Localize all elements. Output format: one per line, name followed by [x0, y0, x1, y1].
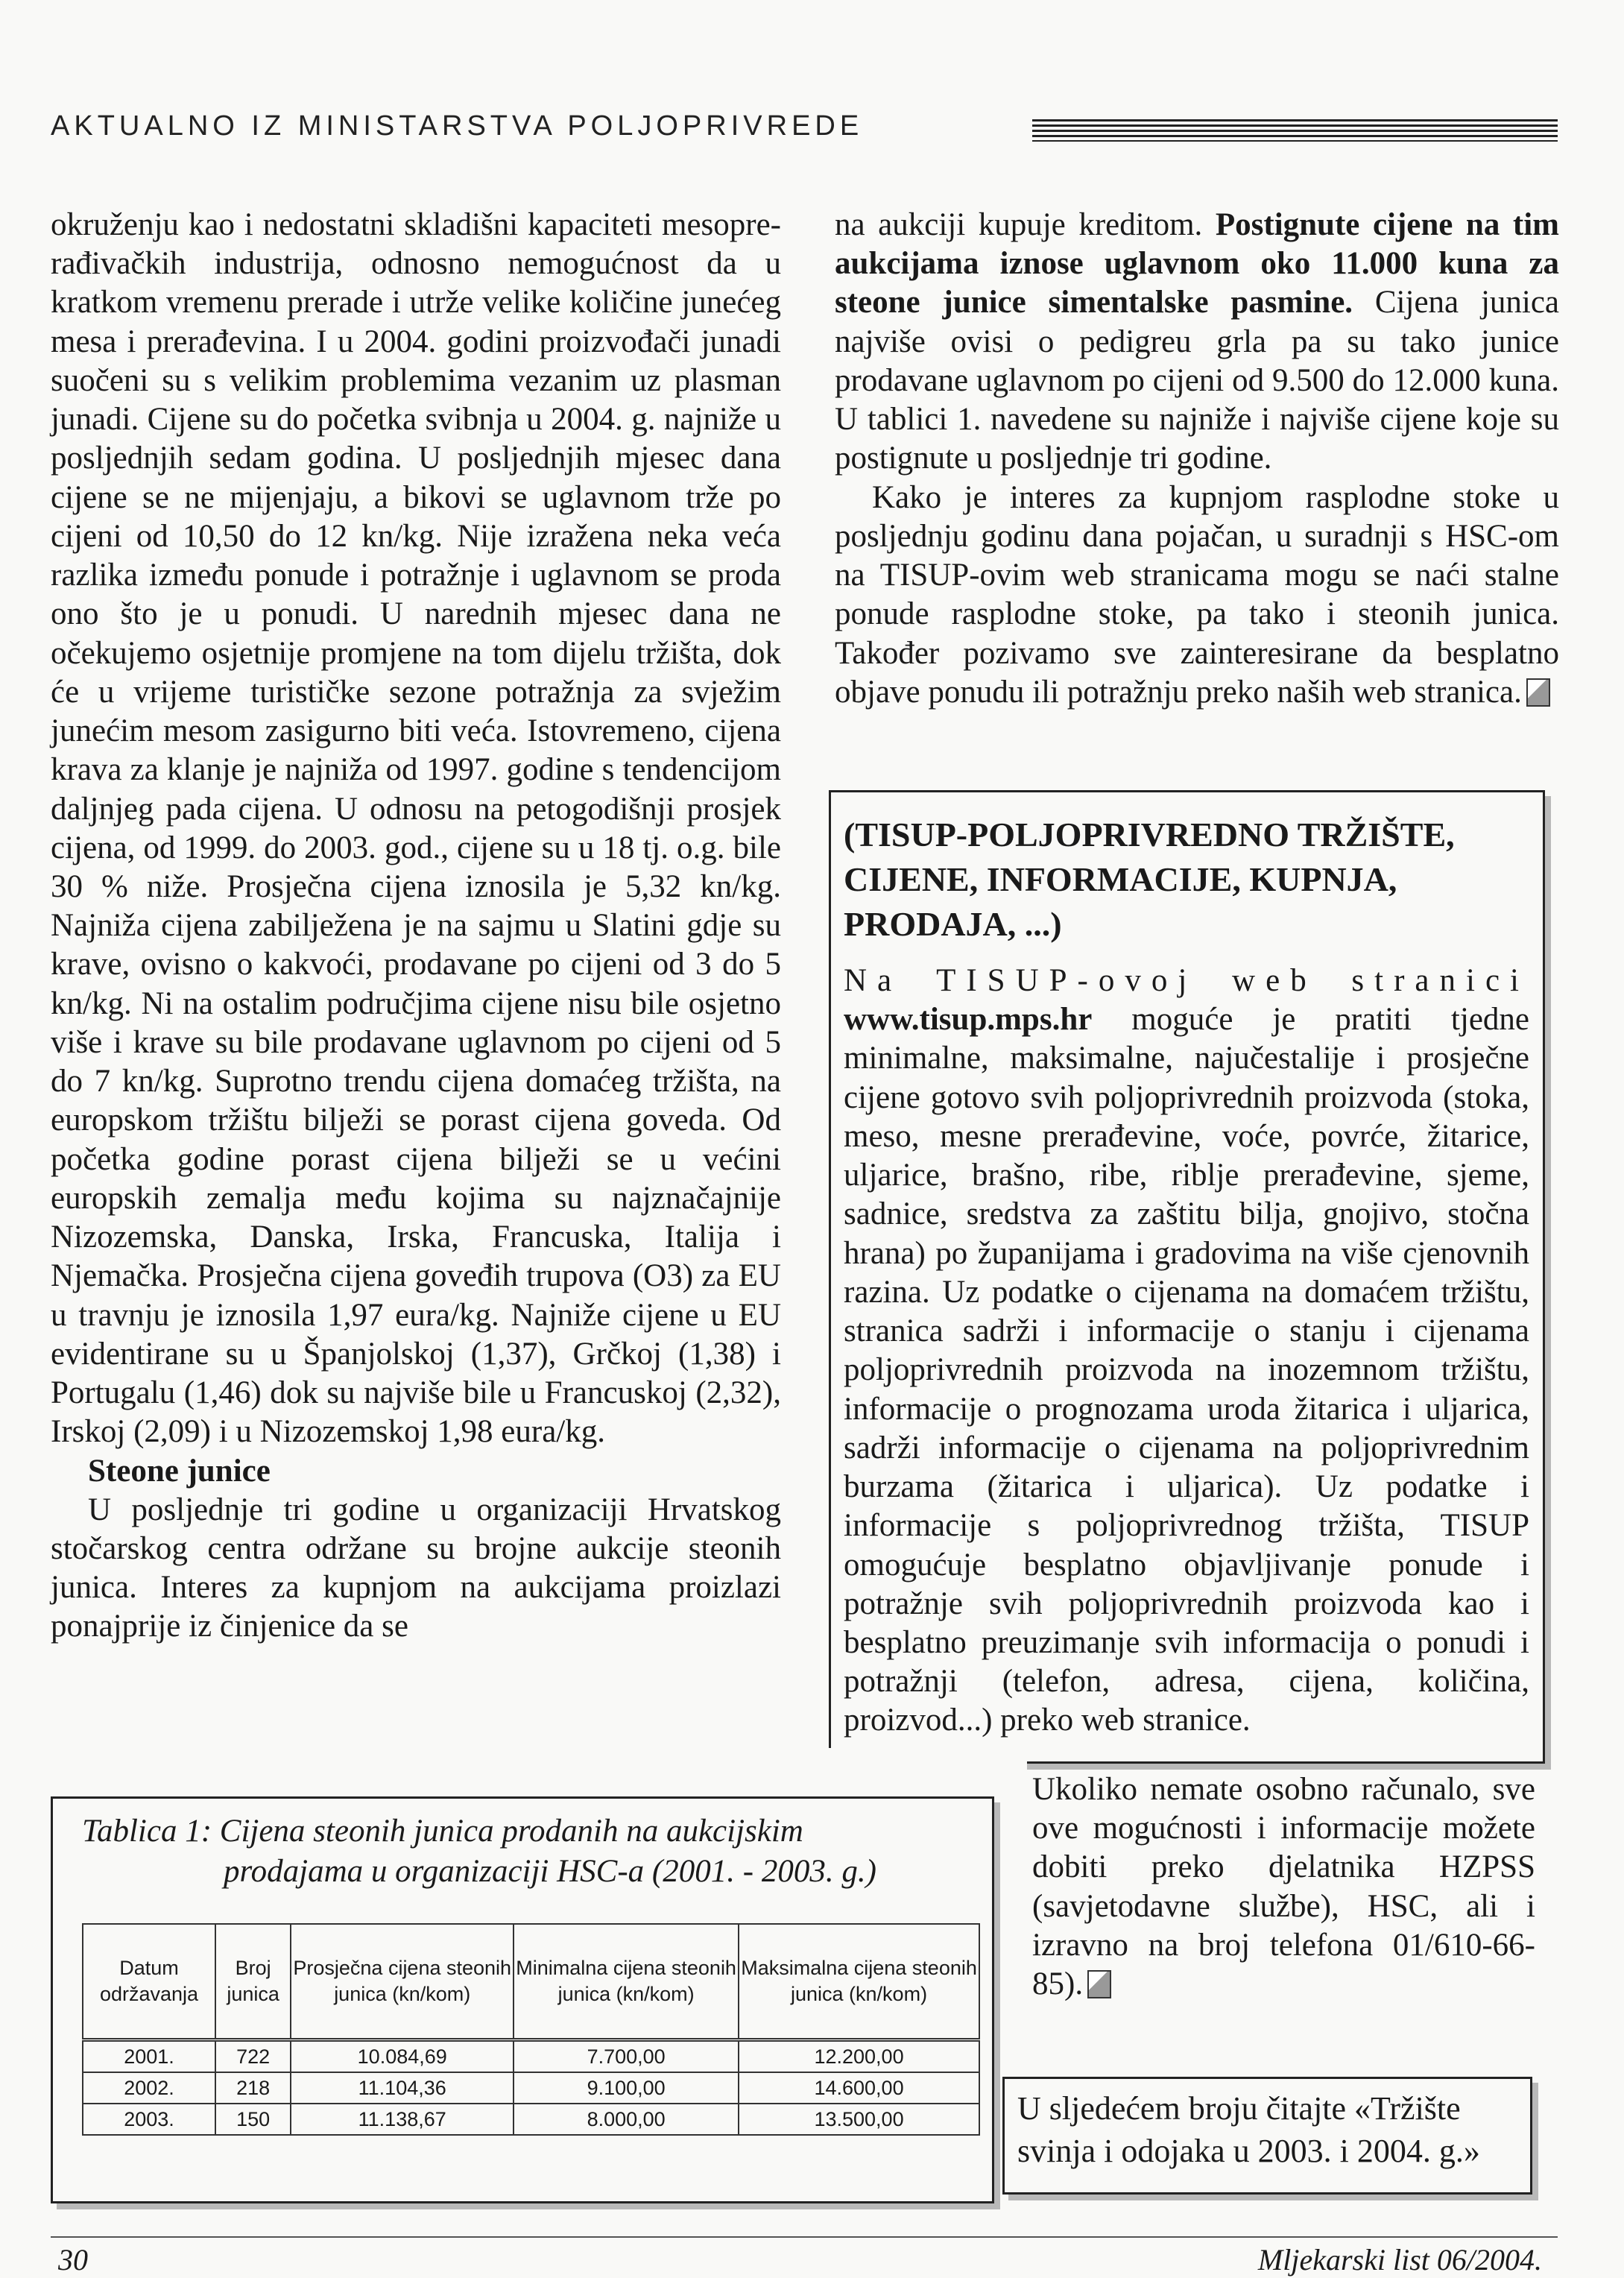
box-tail-gap	[826, 1748, 1027, 1778]
subheading-steone-junice: Steone junice	[88, 1453, 271, 1489]
end-of-article-icon	[1526, 678, 1550, 707]
end-of-box-icon	[1087, 1970, 1111, 1998]
header-maksimalna-cijena: Maksimalna cijena steonih junica (kn/kom)	[739, 1924, 979, 2040]
table-cell: 7.700,00	[514, 2040, 739, 2073]
header-broj-junica: Broj junica	[215, 1924, 291, 2040]
header-minimalna-cijena: Minimalna cijena steonih junica (kn/kom)	[514, 1924, 739, 2040]
table-header-row	[83, 1924, 979, 2040]
right-p1-bold: Postignute cijene na tim aukcijama iznose uglavnom oko 11.000 kuna za steone junice simentalske pasmine.	[835, 207, 1559, 321]
tisup-box-title: (TISUP-POLJOPRIVREDNO TRŽIŠTE, CIJENE, INFORMACIJE, KUPNJA, PRODAJA, ...)	[844, 815, 1455, 943]
right-paragraph-1	[835, 206, 1559, 479]
right-p1-rest: Cijena junica najviše ovisi o pedigreu grla pa su tako junice prodavane uglavnom po cijeni od 9.500 do 12.000 kuna. U tablici 1. navedene su najniže i najviše cijene koje su postignute u posljednje tri godine.	[835, 285, 1560, 476]
table-cell: 10.084,69	[291, 2040, 514, 2073]
table-cell: 11.138,67	[291, 2104, 514, 2135]
price-table	[82, 1923, 980, 2136]
header-datum: Datum održavanja	[83, 1924, 215, 2040]
footer-rule	[51, 2236, 1558, 2238]
table-caption-line-1: Tablica 1: Cijena steonih junica prodanih na aukcijskim	[82, 1814, 803, 1849]
tisup-box-body	[844, 962, 1529, 1741]
table-cell: 9.100,00	[514, 2072, 739, 2104]
table-cell: 12.200,00	[739, 2040, 979, 2073]
left-column	[51, 206, 781, 1647]
table-row	[83, 2104, 979, 2135]
tisup-box-lead: Na TISUP-ovoj web stranici	[844, 963, 1529, 998]
tisup-url-link[interactable]: www.tisup.mps.hr	[844, 1002, 1093, 1038]
table-cell: 11.104,36	[291, 2072, 514, 2104]
page-number: 30	[58, 2243, 88, 2277]
header-prosjecna-cijena: Prosječna cijena steonih junica (kn/kom)	[291, 1924, 514, 2040]
table-cell: 2002.	[83, 2072, 215, 2104]
table-cell: 8.000,00	[514, 2104, 739, 2135]
right-p2-text: Kako je interes za kupnjom rasplodne stoke u posljednju godinu dana pojačan, u suradnji s HSC-om na TISUP-ovim web stranicama mogu se naći stalne ponude rasplodne stoke, pa tako i steonih junica. Također pozivamo sve zainteresirane da besplatno objave ponudu ili potražnju preko naših web stranica.	[835, 479, 1559, 710]
left-paragraph-2: U posljednje tri godine u organizaciji Hrvatskog stočarskog centra održane su brojne aukcije steonih junica. Interes za kupnjom na aukcijama proizlazi ponajprije iz činjenice da se	[51, 1492, 781, 1644]
section-header: AKTUALNO IZ MINISTARSTVA POLJOPRIVREDE	[51, 110, 864, 142]
table-cell: 2003.	[83, 2104, 215, 2135]
table-caption-line-2: prodajama u organizaciji HSC-a (2001. - 2003. g.)	[224, 1853, 876, 1889]
tisup-box-tail-text: Ukoliko nemate osobno računalo, sve ove mogućnosti i informacije možete dobiti preko djelatnika HZPSS (savjetodavne službe), HSC, ali i izravno na broj telefona 01/610-66-85).	[1032, 1772, 1535, 2002]
table-cell: 218	[215, 2072, 291, 2104]
table-caption	[82, 1811, 976, 1892]
right-column	[835, 206, 1559, 712]
right-p1-lead: na aukciji kupuje kreditom.	[835, 207, 1203, 242]
table-cell: 722	[215, 2040, 291, 2073]
right-paragraph-2	[835, 479, 1559, 712]
table-cell: 13.500,00	[739, 2104, 979, 2135]
tisup-box-tail	[1032, 1770, 1535, 2004]
table-cell: 14.600,00	[739, 2072, 979, 2104]
next-issue-text: U sljedećem broju čitajte «Tržište svinja i odojaka u 2003. i 2004. g.»	[1017, 2090, 1480, 2170]
left-paragraph-1: okruženju kao i nedostatni skladišni kapaciteti mesopre-rađivačkih industrija, odnosno nemogućnost da u kratkom vremenu prerade i utrže velike količine junećeg mesa i prerađevina. I u 2004. godini proizvođači junadi suočeni su s velikim problemima vezanim uz plasman junadi. Cijene su do početka svibnja u 2004. g. najniže u posljednjih sedam godina. U posljednjih mjesec dana cijene se ne mijenjaju, a bikovi se uglavnom trže po cijeni od 10,50 do 12 kn/kg. Nije izražena neka veća razlika između ponude i potražnje i uglavnom se proda ono što je u ponudi. U narednih mjesec dana ne očekujemo osjetnije promjene na tom dijelu tržišta, dok će u vrijeme turističke sezone potražnja za svježim junećim mesom zasigurno biti veća. Istovremeno, cijena krava za klanje je najniža od 1997. godine s tendencijom daljnjeg pada cijena. U odnosu na petogodišnji prosjek cijena, od 1999. do 2003. god., cijene su u 18 tj. o.g. bile 30 % niže. Prosječna cijena iznosila je 5,32 kn/kg. Najniža cijena zabilježena je na sajmu u Slatini gdje su krave, ovisno o kakvoći, prodavane po cijeni od 3 do 5 kn/kg. Ni na ostalim područjima cijene nisu bile osjetno više i krave su bile prodavane uglavnom po cijeni od 5 do 7 kn/kg. Suprotno trendu cijena domaćeg tržišta, na europskom tržištu bilježi se porast cijena goveda. Od početka godine porast cijena bilježi se u većini europskih zemalja među kojima su najznačajnije Nizozemska, Danska, Irska, Francuska, Italija i Njemačka. Prosječna cijena goveđih trupova (O3) za EU u travnju je iznosila 1,97 eura/kg. Najniže cijene u EU evidentirane su u Španjolskoj (1,37), Grčkoj (1,38) i Portugalu (1,46) dok su najviše bile u Francuskoj (2,32), Irskoj (2,09) i u Nizozemskoj 1,98 eura/kg.	[51, 207, 781, 1450]
journal-name: Mljekarski list 06/2004.	[1257, 2243, 1542, 2277]
table-row	[83, 2072, 979, 2104]
header-rule	[1032, 119, 1558, 142]
table-cell: 2001.	[83, 2040, 215, 2073]
tisup-box-text: moguće je pratiti tjedne minimalne, maksimalne, najučestalije i prosječne cijene gotovo svih poljoprivrednih proizvoda (stoka, meso, mesne prerađevine, voće, povrće, žitarice, uljarice, brašno, ribe, riblje prerađevine, sjeme, sadnice, sredstva za zaštitu bilja, gnojivo, stočna hrana) po županijama i gradovima na više cjenovnih razina. Uz podatke o cijenama na domaćem tržištu, stranica sadrži i informacije o stanju i cijenama poljoprivrednih proizvoda na inozemnom tržištu, informacije o prognozama uroda žitarica i uljarica, sadrži informacije o cijenama na poljoprivrednim burzama (žitarica i uljarica). Uz podatke i informacije s poljoprivrednog tržišta, TISUP omogućuje besplatno objavljivanje ponude i potražnje svih poljoprivrednih proizvoda kao i besplatno preuzimanje svih informacija o ponudi i potražnji (telefon, adresa, cijena, količina, proizvod...) preko web stranice.	[844, 1002, 1529, 1738]
table-row	[83, 2040, 979, 2073]
table-cell: 150	[215, 2104, 291, 2135]
